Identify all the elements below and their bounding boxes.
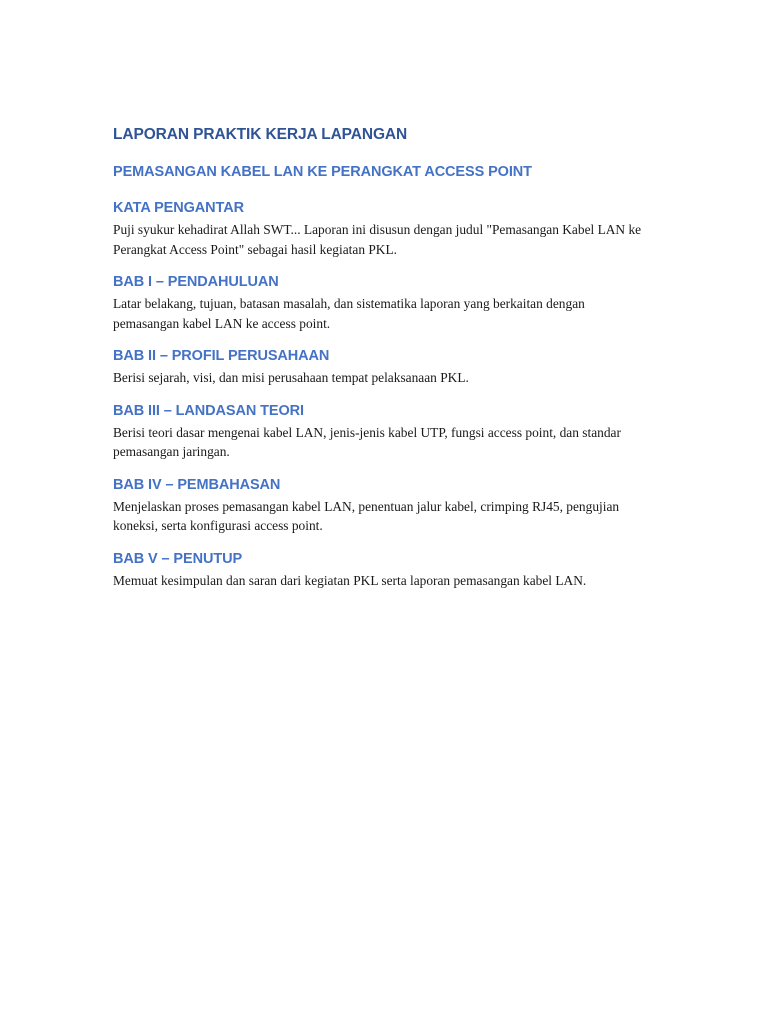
document-page <box>113 124 643 603</box>
section-bab-1 <box>113 272 643 333</box>
section-body: Puji syukur kehadirat Allah SWT... Laporan ini disusun dengan judul "Pemasangan Kabel LAN ke Perangkat Access Point" sebagai hasil kegiatan PKL. <box>113 222 642 257</box>
section-heading: BAB III – LANDASAN TEORI <box>113 402 304 419</box>
section-heading: BAB IV – PEMBAHASAN <box>113 476 281 493</box>
section-body: Berisi sejarah, visi, dan misi perusahaan tempat pelaksanaan PKL. <box>113 370 469 385</box>
section-body: Berisi teori dasar mengenai kabel LAN, jenis-jenis kabel UTP, fungsi access point, dan standar pemasangan jaringan. <box>113 424 621 459</box>
section-body: Latar belakang, tujuan, batasan masalah, dan sistematika laporan yang berkaitan dengan pemasangan kabel LAN ke access point. <box>113 296 585 331</box>
section-bab-5 <box>113 549 643 591</box>
section-bab-4 <box>113 475 643 536</box>
section-body: Memuat kesimpulan dan saran dari kegiatan PKL serta laporan pemasangan kabel LAN. <box>113 572 587 588</box>
document-title: LAPORAN PRAKTIK KERJA LAPANGAN <box>113 126 408 143</box>
section-heading: KATA PENGANTAR <box>113 200 244 216</box>
section-heading: BAB V – PENUTUP <box>113 550 243 567</box>
section-heading: BAB II – PROFIL PERUSAHAAN <box>113 348 330 364</box>
section-body: Menjelaskan proses pemasangan kabel LAN, penentuan jalur kabel, crimping RJ45, pengujian koneksi, serta konfigurasi access point. <box>113 498 620 533</box>
section-bab-2 <box>113 346 643 388</box>
section-kata-pengantar <box>113 198 643 259</box>
document-subtitle: PEMASANGAN KABEL LAN KE PERANGKAT ACCESS POINT <box>113 164 532 180</box>
section-bab-3 <box>113 401 643 462</box>
section-heading: BAB I – PENDAHULUAN <box>113 274 279 290</box>
